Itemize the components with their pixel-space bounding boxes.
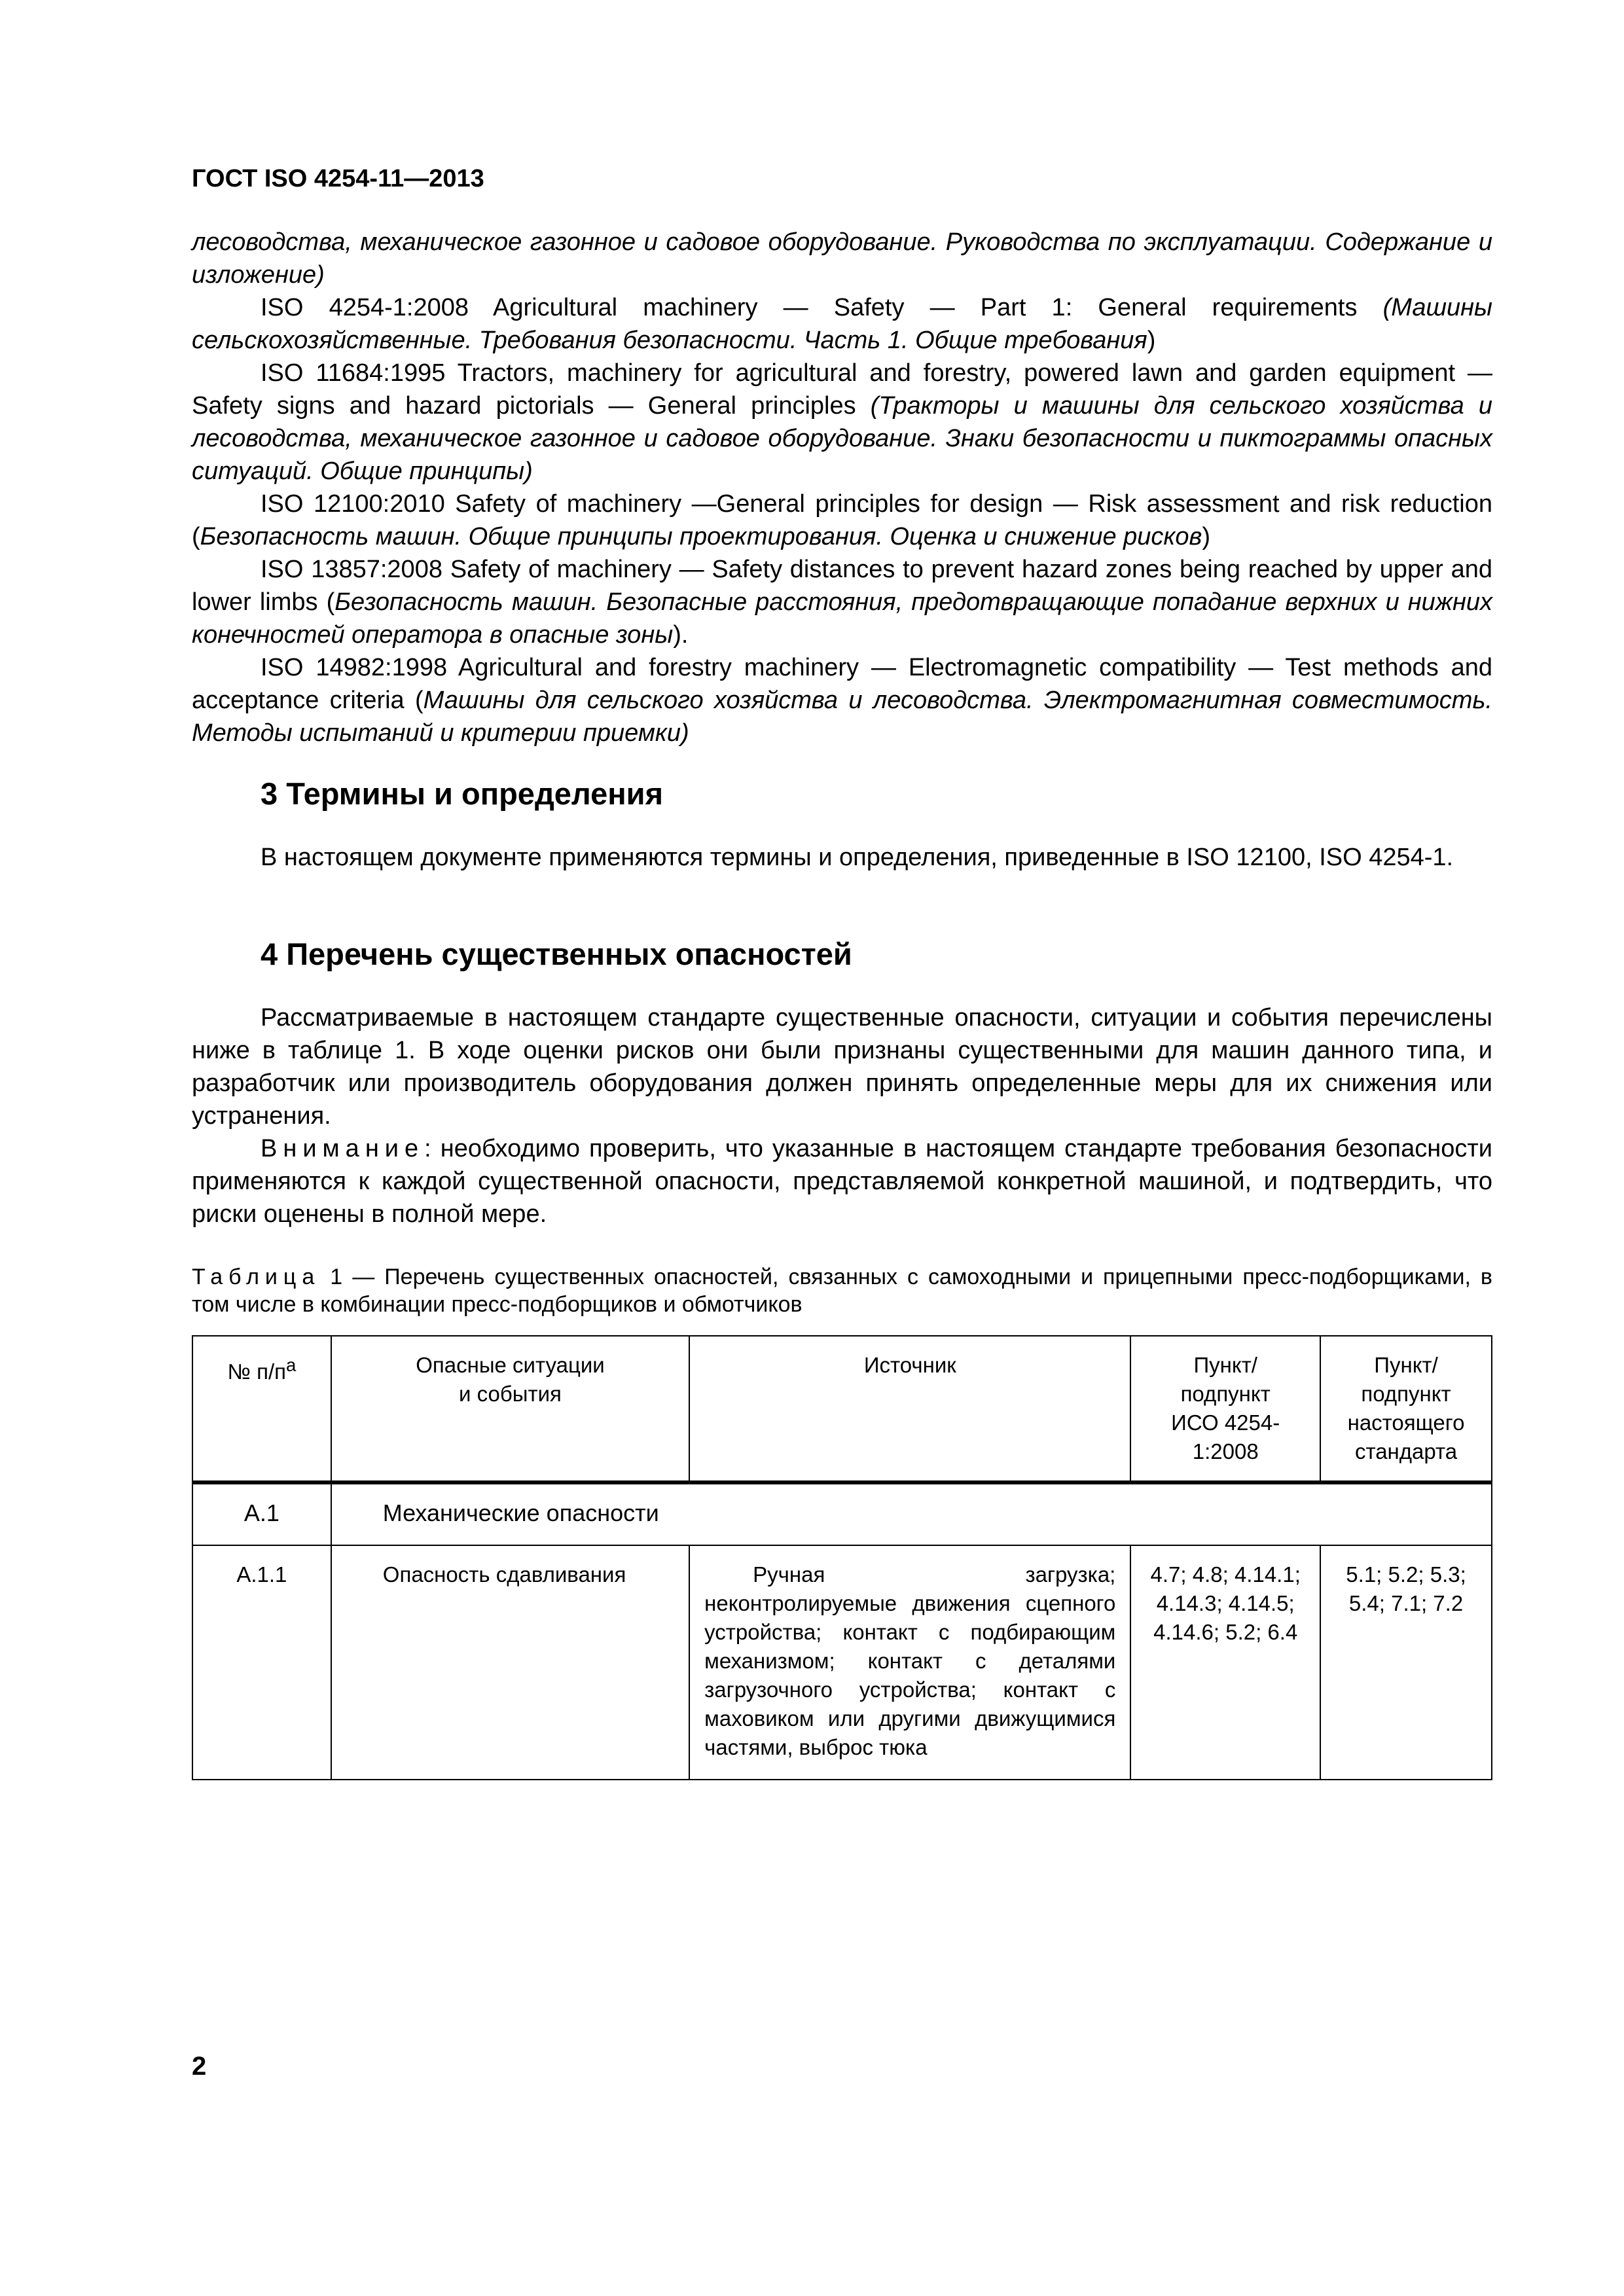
section-4-title: 4 Перечень существенных опасностей [261, 937, 852, 971]
section-4-text [192, 1001, 1492, 1230]
table-header-row [192, 1336, 1492, 1482]
reference-continuation: лесоводства, механическое газонное и садовое оборудование. Руководства по эксплуатации. Содержание и изложение) [192, 228, 1492, 289]
reference-iso-12100: ISO 12100:2010 Safety of machinery —General principles for design — Risk assessment and risk reduction (Безопасность машин. Общие принципы проектирования. Оценка и снижение рисков) [192, 490, 1492, 550]
row-std-clause: 5.1; 5.2; 5.3; 5.4; 7.1; 7.2 [1320, 1545, 1492, 1780]
header-source: Источник [689, 1336, 1130, 1482]
group-num: A.1 [192, 1482, 331, 1545]
reference-iso-14982: ISO 14982:1998 Agricultural and forestry machinery — Electromagnetic compatibility — Test methods and acceptance criteria (Машины для сельского хозяйства и лесоводства. Электромагнитная совместимость. Методы испытаний и критерии приемки) [192, 654, 1492, 747]
header-situation: Опасные ситуации и события [331, 1336, 689, 1482]
row-source: Ручная загрузка; неконтролируемые движения сцепного устройства; контакт с подбирающим механизмом; контакт с деталями загрузочного устройства; контакт с маховиком или другими движущимися частями, выброс тюка [689, 1545, 1130, 1780]
hazards-table [192, 1335, 1492, 1780]
reference-iso-11684: ISO 11684:1995 Tractors, machinery for agricultural and forestry, powered lawn and garden equipment — Safety signs and hazard pictorials — General principles (Тракторы и машины для сельского хозяйства и лесоводства, механическое газонное и садовое оборудование. Знаки безопасности и пиктограммы опасных ситуаций. Общие принципы) [192, 359, 1492, 485]
header-std-clause: Пункт/ подпункт настоящего стандарта [1320, 1336, 1492, 1482]
header-iso-clause: Пункт/ подпункт ИСО 4254- 1:2008 [1130, 1336, 1320, 1482]
row-iso-clause: 4.7; 4.8; 4.14.1; 4.14.3; 4.14.5; 4.14.6; 5.2; 6.4 [1130, 1545, 1320, 1780]
row-situation: Опасность сдавливания [331, 1545, 689, 1780]
document-header: ГОСТ ISO 4254-11—2013 [192, 165, 484, 192]
header-num: № $п/п^a$ [192, 1336, 331, 1482]
section-4-paragraph: Рассматриваемые в настоящем стандарте существенные опасности, ситуации и события перечислены ниже в таблице 1. В ходе оценки рисков они были признаны существенными для машин данного типа, и разработчик или производитель оборудования должен принять определенные меры для их снижения или устранения. [192, 1004, 1492, 1130]
reference-iso-4254-1: ISO 4254-1:2008 Agricultural machinery — Safety — Part 1: General requirements (Машины сельскохозяйственные. Требования безопасности. Часть 1. Общие требования) [192, 294, 1492, 354]
table-caption: Таблица 1 — Перечень существенных опасностей, связанных с самоходными и прицепными пресс-подборщиками, в том числе в комбинации пресс-подборщиков и обмотчиков [192, 1265, 1492, 1317]
group-title: Механические опасности [331, 1482, 1492, 1545]
references-list [192, 226, 1492, 749]
page-number: 2 [192, 2052, 207, 2081]
table-row [192, 1545, 1492, 1780]
section-3-title: 3 Термины и определения [261, 776, 663, 811]
table-group-row [192, 1482, 1492, 1545]
attention-note: Внимание: необходимо проверить, что указанные в настоящем стандарте требования безопасности применяются к каждой существенной опасности, представляемой конкретной машиной, и подтвердить, что риски оценены в полной мере. [192, 1135, 1492, 1228]
section-3-text: В настоящем документе применяются термины и определения, приведенные в ISO 12100, ISO 4254-1. [261, 844, 1454, 871]
row-num: A.1.1 [192, 1545, 331, 1780]
reference-iso-13857: ISO 13857:2008 Safety of machinery — Safety distances to prevent hazard zones being reached by upper and lower limbs (Безопасность машин. Безопасные расстояния, предотвращающие попадание верхних и нижних конечностей оператора в опасные зоны). [192, 556, 1492, 649]
